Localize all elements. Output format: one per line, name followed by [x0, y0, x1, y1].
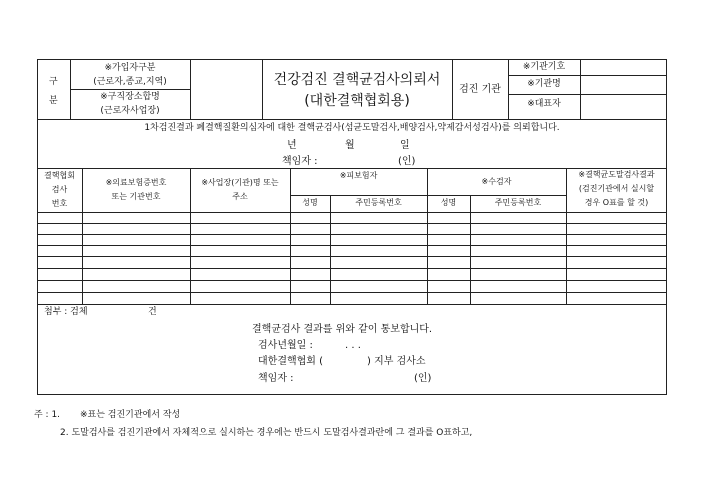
col-tb-no-1: 결핵협회 — [44, 171, 75, 180]
table-row-line — [37, 234, 667, 235]
header-right-line-2 — [508, 94, 667, 95]
col-insured: ※피보험자 — [339, 171, 378, 180]
table-row-line — [37, 280, 667, 281]
attach-label: 첨부 : 검체 — [44, 307, 88, 317]
subscriber-type-options: (근로자,종교,지역) — [93, 77, 167, 87]
footer-responsible: 책임자 : — [258, 373, 294, 384]
table-top-line — [37, 168, 667, 169]
subscriber-type-label: ※가입자구분 — [104, 63, 156, 73]
request-statement: 1차검진결과 폐결핵질환의심자에 대한 결핵균검사(섬균도말검사,배양검사,약제감서성검사)를 의뢰합니다. — [144, 123, 560, 133]
col-insurance-2: 또는 기관번호 — [111, 192, 161, 201]
col-insurance-1: ※의료보험증번호 — [105, 178, 167, 187]
exam-date-dots: . . . — [345, 340, 361, 351]
representative-label: ※대표자 — [527, 99, 561, 109]
org-name-label: ※기관명 — [527, 79, 561, 89]
table-header-bottom — [37, 212, 667, 213]
form-title: 건강검진 결핵균검사의뢰서 — [273, 72, 441, 88]
association-label: 대한결핵협회 ( — [258, 356, 324, 367]
header-bottom-line — [37, 119, 667, 120]
form-subtitle: (대한결핵협회용) — [304, 93, 410, 109]
table-row-line — [37, 256, 667, 257]
association-branch: ) 지부 검사소 — [367, 356, 426, 367]
col-workplace-1: ※사업장(기관)명 또는 — [201, 178, 279, 187]
header-right-line-1 — [508, 75, 667, 76]
attach-unit: 건 — [148, 307, 157, 317]
col-smear-3: 경우 O표를 할 것) — [584, 198, 649, 207]
footer-seal: (인) — [414, 373, 432, 384]
col-examinee: ※수검자 — [481, 177, 512, 186]
gu-label: 구 — [49, 77, 58, 87]
note-2: 2. 도말검사를 검진기관에서 자체적으로 실시하는 경우에는 반드시 도말검사결과란에 그 결과를 O표하고, — [60, 428, 473, 438]
request-responsible: 책임자 : — [282, 156, 318, 167]
exam-date-label: 검사년월일 : — [258, 340, 313, 351]
table-col-2 — [190, 168, 191, 304]
header-divider-3 — [262, 59, 263, 119]
table-col-1 — [82, 168, 83, 304]
header-divider-2 — [190, 59, 191, 119]
table-bottom-line — [37, 304, 667, 305]
workplace-label: ※구직장소합명 — [100, 92, 160, 102]
table-row-line — [37, 245, 667, 246]
examinee-name-header: 성명 — [440, 198, 457, 207]
col-smear-2: (검진기관에서 실시할 — [578, 184, 655, 193]
workplace-sub-label: (근로자사업장) — [100, 106, 160, 116]
request-month: 월 — [345, 140, 355, 151]
table-row-line — [37, 292, 667, 293]
request-seal: (인) — [398, 156, 416, 167]
col-workplace-2: 주소 — [232, 192, 248, 201]
note-1: ※표는 검진기관에서 작성 — [80, 410, 181, 420]
col-tb-no-2: 검사 — [51, 185, 68, 194]
org-code-label: ※기관기호 — [522, 62, 566, 72]
note-prefix: 주 : 1. — [34, 410, 61, 420]
col-tb-no-3: 번호 — [51, 199, 68, 208]
table-row-line — [37, 223, 667, 224]
insured-id-header: 주민등록번호 — [355, 198, 402, 207]
exam-org-label: 검진 기관 — [459, 84, 501, 95]
header-left-mid-line — [70, 89, 190, 90]
bun-label: 분 — [49, 96, 58, 106]
request-year: 년 — [287, 140, 297, 151]
table-row-line — [37, 268, 667, 269]
table-col-3 — [290, 168, 291, 304]
col-smear-1: ※결핵균도말검사결과 — [578, 170, 655, 179]
header-divider-6 — [580, 59, 581, 119]
insured-name-header: 성명 — [302, 198, 318, 207]
table-subheader-line — [290, 195, 566, 196]
examinee-id-header: 주민등록번호 — [494, 198, 542, 207]
table-col-5 — [427, 168, 428, 304]
request-day: 일 — [400, 140, 410, 151]
result-notice: 결핵균검사 결과를 위와 같이 통보합니다. — [252, 324, 433, 335]
